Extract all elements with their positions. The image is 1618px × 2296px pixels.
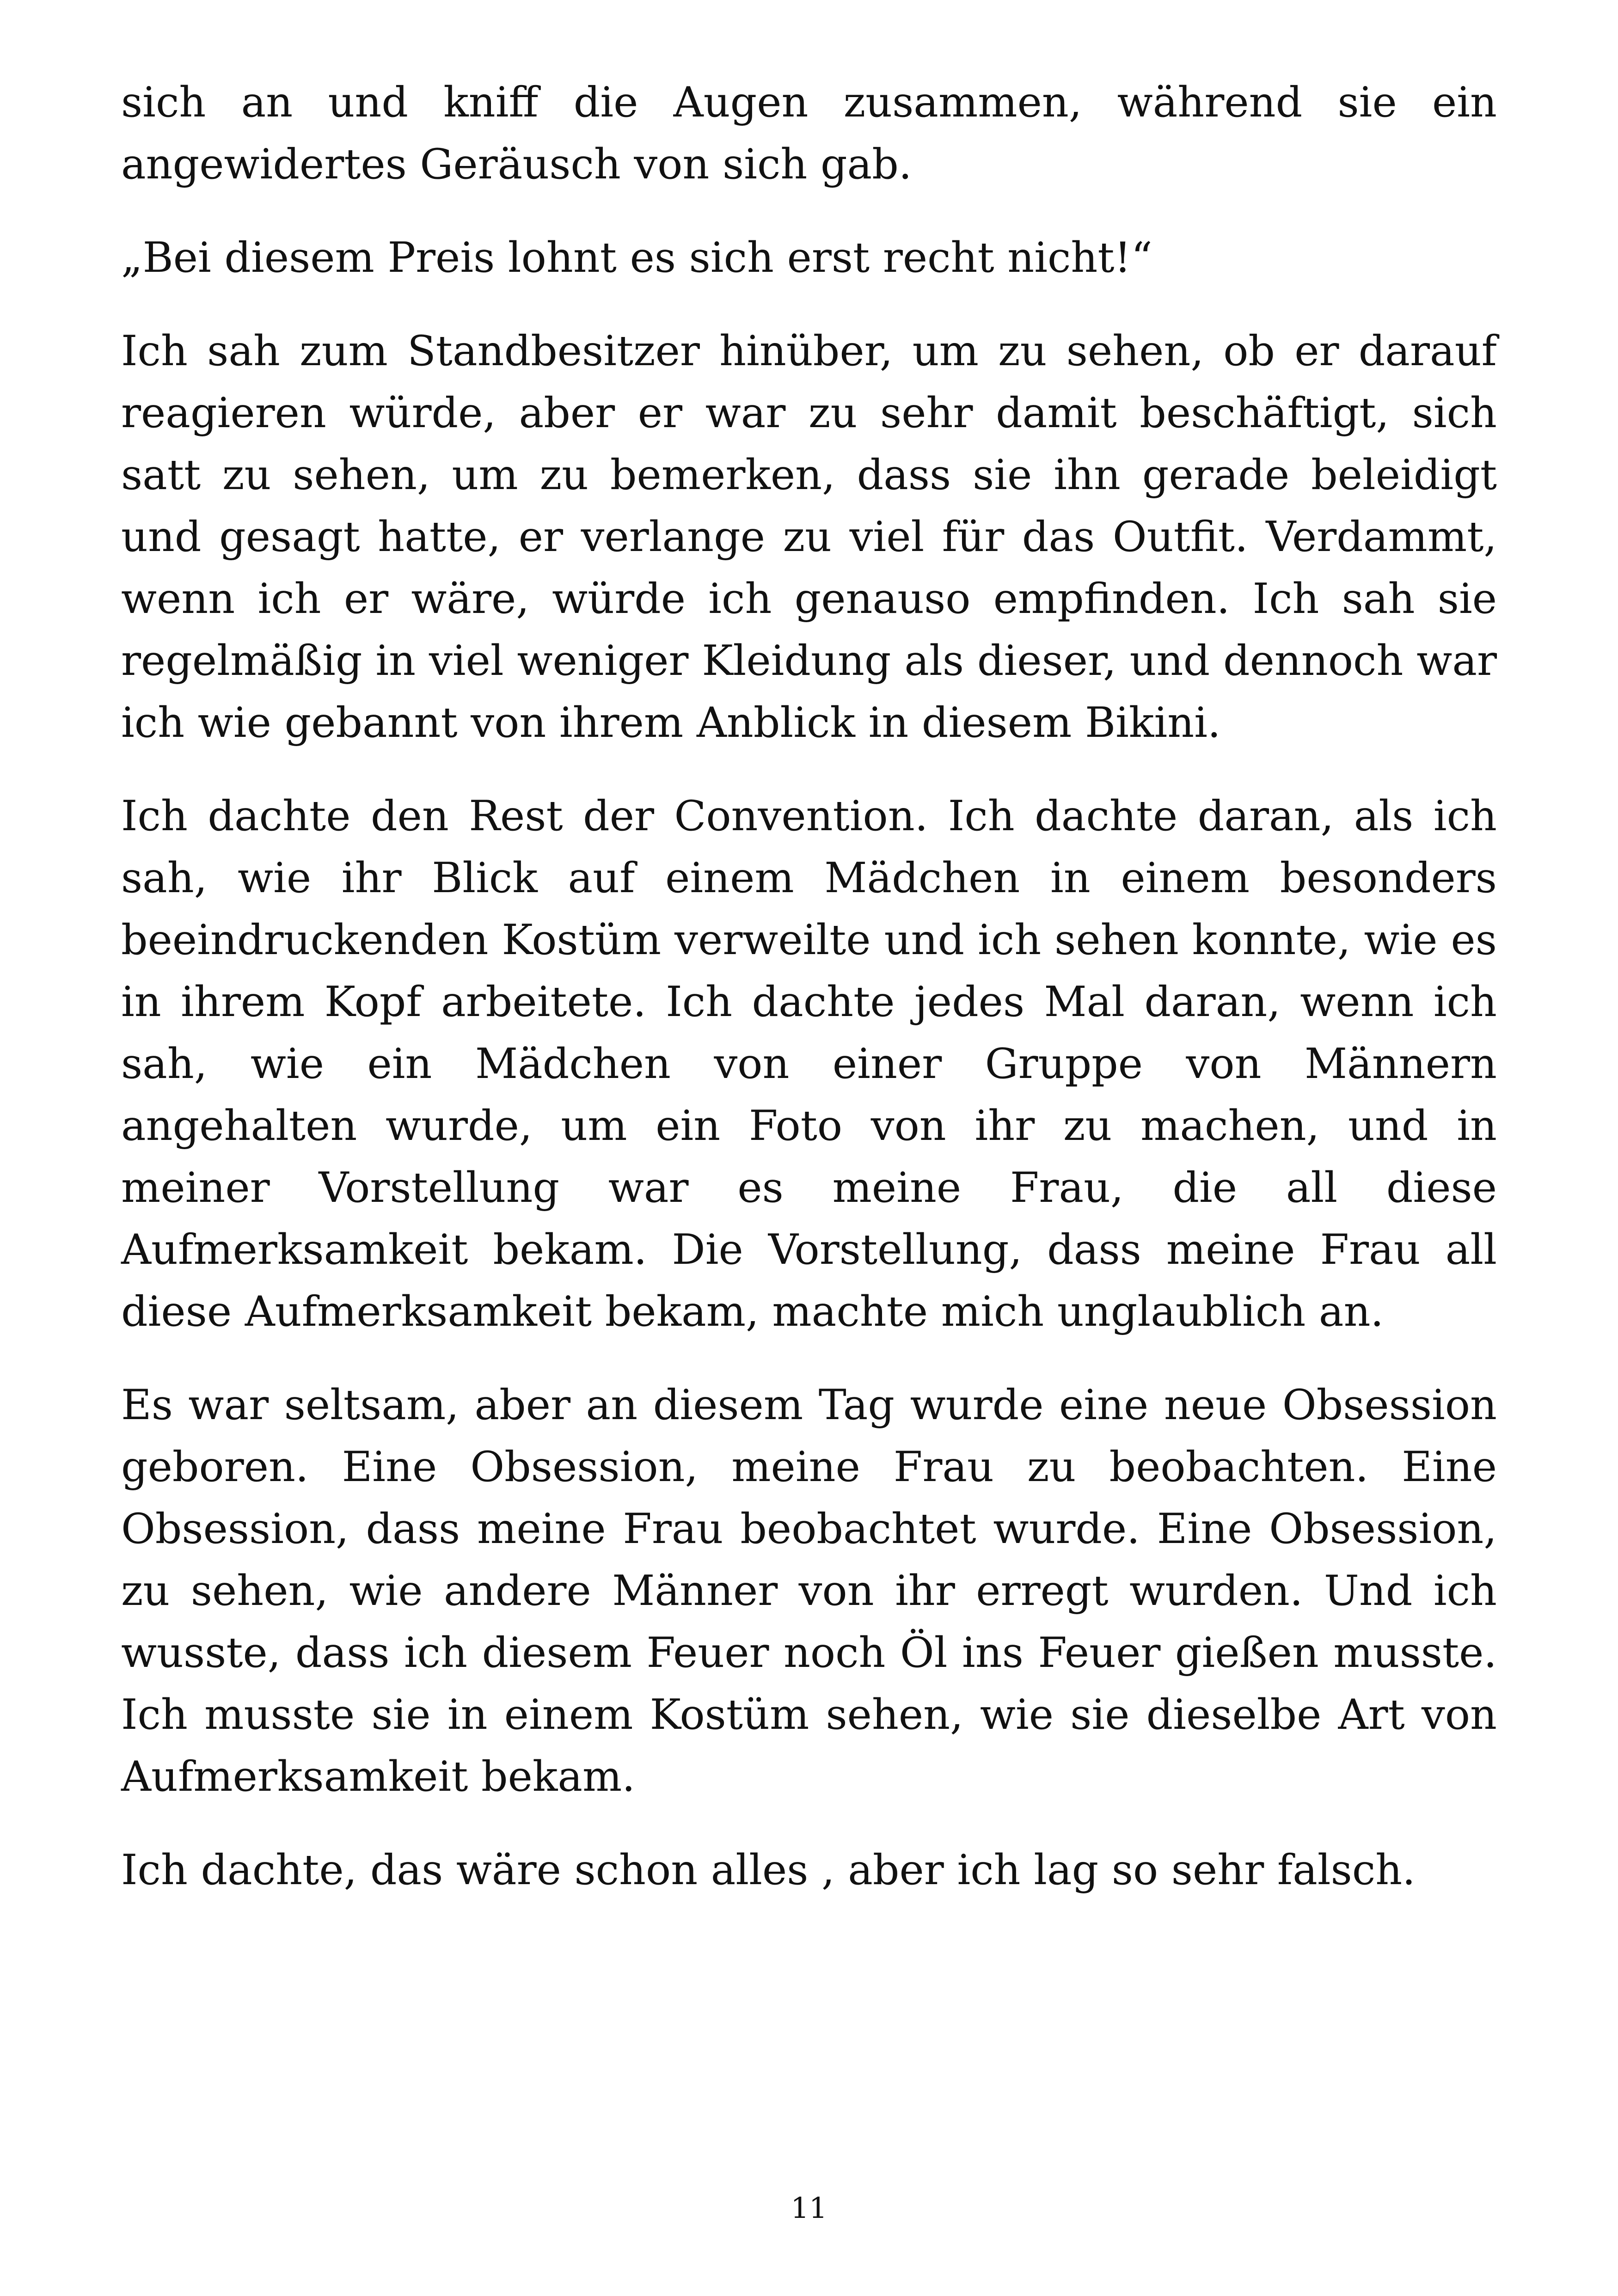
body-text	[121, 72, 1497, 1933]
paragraph-1: sich an und kniff die Augen zusammen, während sie ein angewidertes Geräusch von sich gab.	[121, 78, 1497, 189]
page-number: 11	[791, 2191, 827, 2225]
paragraph-5: Es war seltsam, aber an diesem Tag wurde eine neue Obsession geboren. Eine Obsession, meine Frau zu beobachten. Eine Obsession, dass meine Frau beobachtet wurde. Eine Obsession, zu sehen, wie andere Männer von ihr erregt wurden. Und ich wusste, dass ich diesem Feuer noch Öl ins Feuer gießen musste. Ich musste sie in einem Kostüm sehen, wie sie dieselbe Art von Aufmerksamkeit bekam.	[121, 1381, 1497, 1801]
paragraph-6: Ich dachte, das wäre schon alles , aber ich lag so sehr falsch.	[121, 1846, 1416, 1894]
paragraph-4: Ich dachte den Rest der Convention. Ich dachte daran, als ich sah, wie ihr Blick auf einem Mädchen in einem besonders beeindruckenden Kostüm verweilte und ich sehen konnte, wie es in ihrem Kopf arbeitete. Ich dachte jedes Mal daran, wenn ich sah, wie ein Mädchen von einer Gruppe von Männern angehalten wurde, um ein Foto von ihr zu machen, und in meiner Vorstellung war es meine Frau, die all diese Aufmerksamkeit bekam. Die Vorstellung, dass meine Frau all diese Aufmerksamkeit bekam, machte mich unglaublich an.	[121, 792, 1497, 1336]
paragraph-3: Ich sah zum Standbesitzer hinüber, um zu sehen, ob er darauf reagieren würde, aber er war zu sehr damit beschäftigt, sich satt zu sehen, um zu bemerken, dass sie ihn gerade beleidigt und gesagt hatte, er verlange zu viel für das Outfit. Verdammt, wenn ich er wäre, würde ich genauso empfinden. Ich sah sie regelmäßig in viel weniger Kleidung als dieser, und dennoch war ich wie gebannt von ihrem Anblick in diesem Bikini.	[121, 327, 1497, 747]
paragraph-2: „Bei diesem Preis lohnt es sich erst recht nicht!“	[121, 233, 1152, 282]
